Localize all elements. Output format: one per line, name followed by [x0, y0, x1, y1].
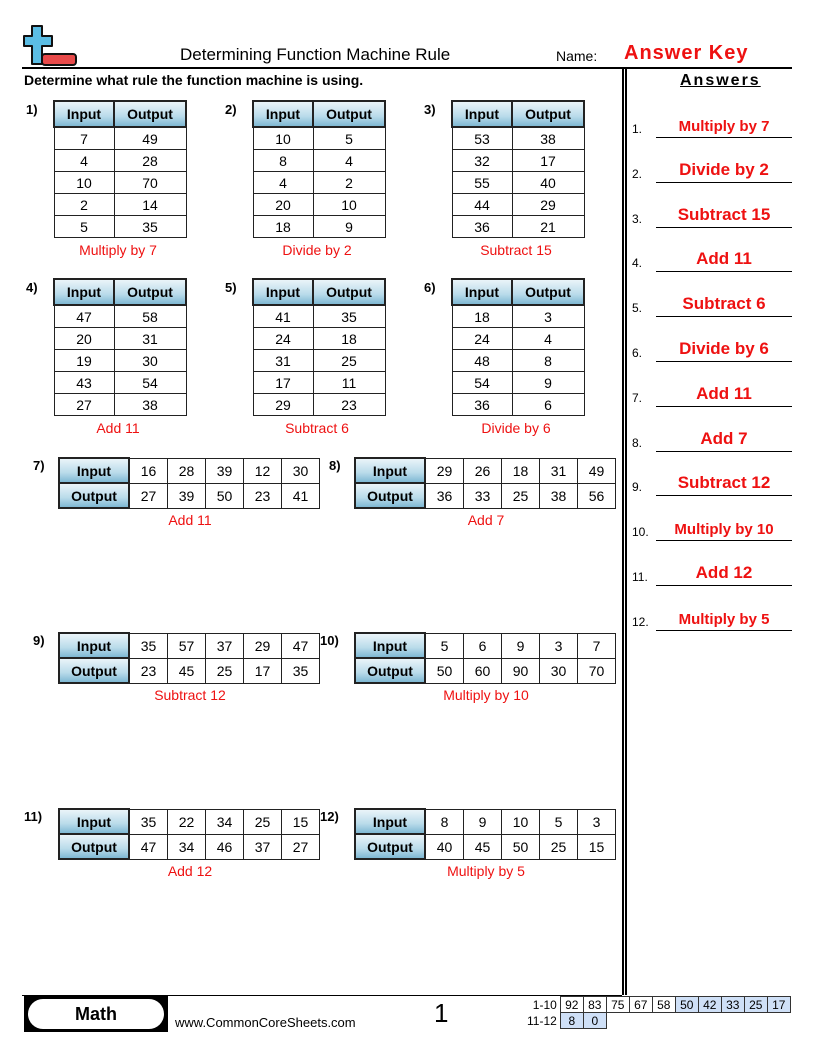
output-cell: 10: [313, 194, 385, 216]
input-cell: 31: [540, 458, 578, 483]
answer-text: Add 7: [700, 428, 748, 448]
subject-label: Math: [28, 999, 164, 1029]
output-cell: 27: [282, 834, 320, 859]
input-row: [59, 458, 320, 483]
answer-number: 2.: [632, 166, 643, 181]
output-header: Output: [313, 279, 385, 305]
input-cell: 32: [452, 150, 512, 172]
answer-line-12: [632, 601, 792, 631]
input-cell: 4: [54, 150, 114, 172]
input-header: Input: [452, 101, 512, 127]
answer-number: 7.: [632, 390, 643, 405]
output-header: Output: [114, 101, 186, 127]
score-row: [524, 997, 790, 1013]
input-cell: 3: [578, 809, 616, 834]
answer-line-6: [632, 332, 792, 362]
table-row: [54, 150, 186, 172]
output-cell: 9: [313, 216, 385, 238]
output-cell: 60: [464, 658, 502, 683]
problem-number: 11): [24, 809, 43, 824]
rule-answer: Multiply by 7: [79, 242, 157, 258]
table-row: [452, 194, 584, 216]
output-cell: 30: [540, 658, 578, 683]
score-cell: 8: [560, 1013, 583, 1029]
output-cell: 8: [512, 350, 584, 372]
input-cell: 20: [54, 328, 114, 350]
output-cell: 11: [313, 372, 385, 394]
answer-text: Add 11: [696, 383, 752, 403]
input-cell: 41: [253, 305, 313, 328]
answer-text: Subtract 12: [677, 473, 771, 493]
rule-answer: Add 11: [96, 420, 140, 436]
input-header: Input: [355, 458, 425, 483]
input-cell: 5: [425, 633, 464, 658]
answer-line-3: [632, 198, 792, 228]
output-cell: 34: [168, 834, 206, 859]
output-cell: 25: [502, 483, 540, 508]
answer-number: 6.: [632, 346, 643, 360]
table-row: [253, 172, 385, 194]
table-row: [452, 172, 584, 194]
output-cell: 9: [512, 372, 584, 394]
output-cell: 39: [168, 483, 206, 508]
rule-answer: Multiply by 5: [447, 863, 525, 879]
output-cell: 17: [244, 658, 282, 683]
answer-number: 4.: [632, 256, 643, 271]
input-cell: 43: [54, 372, 114, 394]
answer-text: Multiply by 7: [678, 118, 770, 135]
output-cell: 15: [578, 834, 616, 859]
input-cell: 2: [54, 194, 114, 216]
output-cell: 4: [313, 150, 385, 172]
plus-minus-logo-icon: [22, 24, 80, 68]
rule-answer: Subtract 15: [480, 242, 552, 258]
input-cell: 27: [54, 394, 114, 416]
answer-number: 3.: [632, 211, 643, 226]
input-cell: 10: [54, 172, 114, 194]
output-cell: 41: [282, 483, 320, 508]
site-url: www.CommonCoreSheets.com: [175, 1015, 356, 1030]
score-cell: 67: [629, 997, 652, 1013]
table-row: [253, 305, 385, 328]
table-row: [253, 394, 385, 416]
input-cell: 10: [253, 127, 313, 150]
problem-number: 5): [225, 280, 237, 295]
table-row: [54, 328, 186, 350]
input-cell: 24: [253, 328, 313, 350]
output-cell: 70: [114, 172, 186, 194]
score-row: [524, 1013, 790, 1029]
score-cell: 25: [744, 997, 767, 1013]
input-row: [355, 458, 616, 483]
output-cell: 23: [244, 483, 282, 508]
instructions: Determine what rule the function machine is using.: [24, 72, 364, 88]
input-cell: 39: [206, 458, 244, 483]
rule-answer: Add 11: [168, 512, 212, 528]
answer-number: 10.: [632, 525, 649, 540]
answer-line-1: [632, 108, 792, 138]
table-header-row: [54, 101, 186, 127]
output-row: [59, 834, 320, 859]
rule-answer: Add 12: [167, 863, 213, 879]
score-cell: 50: [675, 997, 698, 1013]
answer-number: 9.: [632, 480, 643, 495]
answer-line-8: [632, 422, 792, 452]
input-cell: 6: [464, 633, 502, 658]
table-row: [452, 328, 584, 350]
function-table: [58, 632, 320, 684]
answer-number: 11.: [632, 570, 648, 584]
table-row: [54, 305, 186, 328]
output-cell: 25: [313, 350, 385, 372]
answer-line-7: [632, 377, 792, 407]
answers-title: Answers: [680, 72, 761, 89]
input-cell: 44: [452, 194, 512, 216]
input-header: Input: [253, 101, 313, 127]
answer-text: Divide by 6: [679, 339, 769, 358]
table-header-row: [452, 101, 584, 127]
table-row: [54, 194, 186, 216]
problem-number: 2): [225, 102, 237, 117]
output-row: [355, 658, 616, 683]
output-cell: 17: [512, 150, 584, 172]
answer-text: Add 12: [695, 563, 753, 582]
input-header: Input: [355, 809, 425, 834]
input-cell: 22: [168, 809, 206, 834]
input-cell: 10: [502, 809, 540, 834]
name-value: Answer Key: [624, 42, 749, 64]
output-row: [355, 834, 616, 859]
input-header: Input: [59, 458, 129, 483]
output-header: Output: [512, 101, 584, 127]
input-header: Input: [59, 809, 129, 834]
answer-text: Multiply by 5: [678, 610, 770, 628]
output-cell: 35: [313, 305, 385, 328]
output-cell: 14: [114, 194, 186, 216]
answer-text: Subtract 6: [682, 294, 766, 314]
function-table: [354, 632, 616, 684]
problem-number: 8): [329, 458, 341, 473]
input-cell: 25: [244, 809, 282, 834]
table-row: [253, 372, 385, 394]
page-number: 1: [434, 998, 449, 1028]
output-row: [355, 483, 616, 508]
output-header: Output: [59, 483, 129, 508]
output-header: Output: [114, 279, 186, 305]
input-cell: 9: [502, 633, 540, 658]
output-cell: 4: [512, 328, 584, 350]
name-label: Name:: [556, 48, 598, 64]
table-row: [452, 150, 584, 172]
answer-line-4: [632, 242, 792, 272]
score-cell: 92: [560, 997, 583, 1013]
output-cell: 25: [206, 658, 244, 683]
output-cell: 47: [129, 834, 168, 859]
rule-answer: Subtract 6: [285, 420, 349, 436]
input-cell: 47: [54, 305, 114, 328]
input-cell: 29: [244, 633, 282, 658]
score-cell: 83: [583, 997, 606, 1013]
worksheet-title: Determining Function Machine Rule: [180, 45, 451, 64]
input-cell: 18: [253, 216, 313, 238]
input-cell: 8: [253, 150, 313, 172]
output-cell: 2: [313, 172, 385, 194]
rule-answer: Divide by 2: [282, 242, 352, 258]
answer-text: Subtract 15: [677, 204, 771, 224]
header-rule: [22, 67, 792, 69]
table-header-row: [54, 279, 186, 305]
output-cell: 27: [129, 483, 168, 508]
table-row: [54, 127, 186, 150]
answer-number: 5.: [632, 301, 643, 316]
output-header: Output: [512, 279, 584, 305]
output-cell: 21: [512, 216, 584, 238]
output-cell: 29: [512, 194, 584, 216]
function-table: [252, 278, 386, 416]
answer-line-5: [632, 287, 792, 317]
input-cell: 26: [464, 458, 502, 483]
output-header: Output: [355, 658, 425, 683]
table-row: [452, 394, 584, 416]
output-header: Output: [59, 658, 129, 683]
rule-answer: Multiply by 10: [443, 687, 529, 703]
table-row: [54, 350, 186, 372]
input-header: Input: [253, 279, 313, 305]
input-header: Input: [54, 101, 114, 127]
function-table: [451, 100, 585, 238]
output-header: Output: [355, 483, 425, 508]
input-header: Input: [355, 633, 425, 658]
output-cell: 31: [114, 328, 186, 350]
input-header: Input: [452, 279, 512, 305]
output-header: Output: [59, 834, 129, 859]
input-cell: 19: [54, 350, 114, 372]
function-table: [58, 457, 320, 509]
problem-number: 1): [26, 102, 38, 117]
problem-number: 10): [320, 633, 339, 648]
input-cell: 53: [452, 127, 512, 150]
output-cell: 50: [502, 834, 540, 859]
input-cell: 17: [253, 372, 313, 394]
input-cell: 9: [464, 809, 502, 834]
input-cell: 3: [540, 633, 578, 658]
function-table: [252, 100, 386, 238]
output-cell: 35: [114, 216, 186, 238]
answer-line-10: [632, 511, 792, 541]
output-cell: 50: [206, 483, 244, 508]
output-cell: 38: [540, 483, 578, 508]
output-cell: 35: [282, 658, 320, 683]
output-cell: 37: [244, 834, 282, 859]
input-cell: 47: [282, 633, 320, 658]
problem-number: 12): [320, 809, 339, 824]
output-cell: 58: [114, 305, 186, 328]
output-cell: 40: [512, 172, 584, 194]
table-row: [253, 216, 385, 238]
answer-line-9: [632, 466, 792, 496]
table-header-row: [253, 101, 385, 127]
input-cell: 37: [206, 633, 244, 658]
output-row: [59, 483, 320, 508]
input-cell: 57: [168, 633, 206, 658]
input-row: [355, 633, 616, 658]
table-row: [452, 350, 584, 372]
input-cell: 12: [244, 458, 282, 483]
input-cell: 24: [452, 328, 512, 350]
table-row: [54, 394, 186, 416]
table-row: [253, 350, 385, 372]
rule-answer: Add 7: [467, 512, 505, 528]
input-cell: 8: [425, 809, 464, 834]
score-range-label: 11-12: [527, 1013, 557, 1028]
function-table: [58, 808, 320, 860]
input-cell: 48: [452, 350, 512, 372]
table-row: [253, 194, 385, 216]
output-cell: 23: [313, 394, 385, 416]
score-cell: 33: [721, 997, 744, 1013]
output-header: Output: [313, 101, 385, 127]
table-row: [452, 127, 584, 150]
input-cell: 55: [452, 172, 512, 194]
output-cell: 25: [540, 834, 578, 859]
table-row: [452, 372, 584, 394]
input-cell: 35: [129, 809, 168, 834]
output-cell: 45: [464, 834, 502, 859]
input-cell: 29: [425, 458, 464, 483]
output-cell: 23: [129, 658, 168, 683]
output-cell: 6: [512, 394, 584, 416]
function-table: [53, 100, 187, 238]
problem-number: 3): [424, 102, 436, 117]
problem-number: 7): [33, 458, 45, 473]
input-cell: 29: [253, 394, 313, 416]
answer-number: 8.: [632, 435, 643, 450]
input-cell: 7: [54, 127, 114, 150]
score-cell: 17: [767, 997, 790, 1013]
score-cell: 58: [652, 997, 675, 1013]
table-row: [253, 127, 385, 150]
output-row: [59, 658, 320, 683]
rule-answer: Subtract 12: [154, 687, 226, 703]
input-cell: 30: [282, 458, 320, 483]
problem-number: 4): [26, 280, 38, 295]
output-cell: 70: [578, 658, 616, 683]
input-cell: 5: [54, 216, 114, 238]
input-header: Input: [54, 279, 114, 305]
output-cell: 18: [313, 328, 385, 350]
answer-number: 1.: [632, 122, 643, 136]
function-table: [354, 457, 616, 509]
input-cell: 36: [452, 394, 512, 416]
table-row: [452, 216, 584, 238]
answer-text: Multiply by 10: [674, 521, 774, 539]
problem-number: 9): [33, 633, 45, 648]
rule-answer: Divide by 6: [481, 420, 551, 436]
output-cell: 49: [114, 127, 186, 150]
output-cell: 90: [502, 658, 540, 683]
input-cell: 18: [452, 305, 512, 328]
input-cell: 28: [168, 458, 206, 483]
answer-text: Add 11: [696, 249, 752, 269]
answer-number: 12.: [632, 614, 649, 629]
score-cell: 0: [583, 1013, 606, 1029]
input-cell: 31: [253, 350, 313, 372]
input-cell: 18: [502, 458, 540, 483]
table-header-row: [253, 279, 385, 305]
problem-number: 6): [424, 280, 436, 295]
input-cell: 35: [129, 633, 168, 658]
score-range-label: 1-10: [532, 997, 557, 1012]
output-cell: 56: [578, 483, 616, 508]
answer-line-2: [632, 153, 792, 183]
input-cell: 36: [452, 216, 512, 238]
input-cell: 7: [578, 633, 616, 658]
input-cell: 5: [540, 809, 578, 834]
input-cell: 49: [578, 458, 616, 483]
answer-line-11: [632, 556, 792, 586]
score-cell: 75: [606, 997, 629, 1013]
output-cell: 38: [512, 127, 584, 150]
input-cell: 4: [253, 172, 313, 194]
table-row: [54, 372, 186, 394]
answer-text: Divide by 2: [679, 159, 769, 179]
output-cell: 45: [168, 658, 206, 683]
output-cell: 46: [206, 834, 244, 859]
score-key: [524, 996, 791, 1029]
table-row: [54, 216, 186, 238]
table-row: [253, 328, 385, 350]
table-header-row: [452, 279, 584, 305]
table-row: [452, 305, 584, 328]
table-row: [54, 172, 186, 194]
input-cell: 20: [253, 194, 313, 216]
output-cell: 28: [114, 150, 186, 172]
output-cell: 50: [425, 658, 464, 683]
output-cell: 38: [114, 394, 186, 416]
input-row: [355, 809, 616, 834]
function-table: [53, 278, 187, 416]
input-cell: 15: [282, 809, 320, 834]
input-cell: 34: [206, 809, 244, 834]
output-cell: 30: [114, 350, 186, 372]
table-row: [253, 150, 385, 172]
output-cell: 36: [425, 483, 464, 508]
output-cell: 5: [313, 127, 385, 150]
output-header: Output: [355, 834, 425, 859]
input-header: Input: [59, 633, 129, 658]
function-table: [354, 808, 616, 860]
output-cell: 33: [464, 483, 502, 508]
input-cell: 54: [452, 372, 512, 394]
input-row: [59, 809, 320, 834]
output-cell: 40: [425, 834, 464, 859]
function-table: [451, 278, 585, 416]
output-cell: 54: [114, 372, 186, 394]
column-divider: [622, 69, 627, 995]
input-cell: 16: [129, 458, 168, 483]
output-cell: 3: [512, 305, 584, 328]
input-row: [59, 633, 320, 658]
score-cell: 42: [698, 997, 721, 1013]
